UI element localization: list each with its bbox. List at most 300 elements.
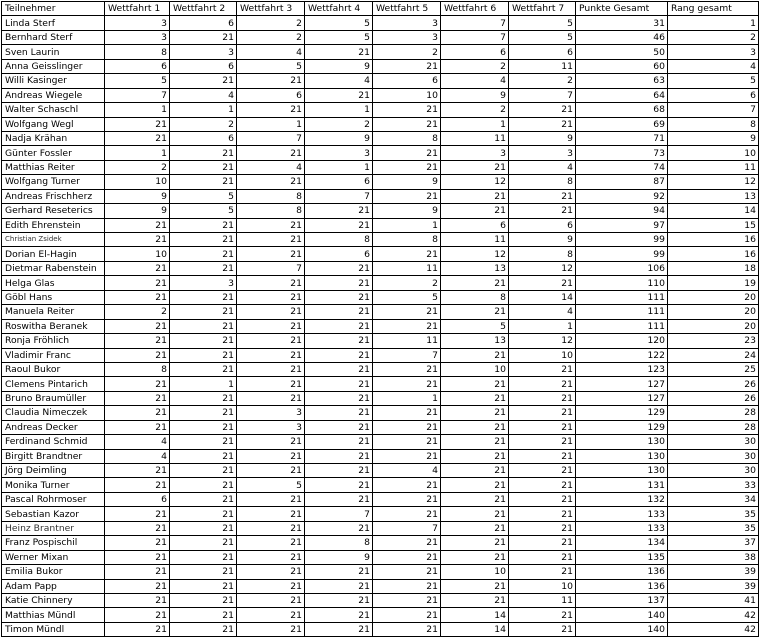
cell-race-2: 4 bbox=[170, 88, 237, 102]
column-header-race-6: Wettfahrt 6 bbox=[441, 2, 509, 16]
cell-overall-rank: 2 bbox=[668, 30, 759, 44]
cell-race-5: 2 bbox=[373, 276, 441, 290]
cell-overall-rank: 38 bbox=[668, 550, 759, 564]
cell-race-5: 8 bbox=[373, 131, 441, 145]
cell-race-1: 21 bbox=[105, 233, 170, 247]
cell-race-6: 21 bbox=[441, 492, 509, 506]
cell-total-points: 130 bbox=[576, 435, 668, 449]
cell-race-1: 7 bbox=[105, 88, 170, 102]
cell-race-4: 21 bbox=[305, 88, 373, 102]
cell-race-1: 21 bbox=[105, 608, 170, 622]
cell-race-1: 3 bbox=[105, 30, 170, 44]
cell-race-7: 10 bbox=[509, 579, 576, 593]
cell-race-6: 21 bbox=[441, 406, 509, 420]
cell-race-3: 21 bbox=[237, 377, 305, 391]
table-row bbox=[2, 464, 759, 478]
cell-race-5: 11 bbox=[373, 261, 441, 275]
cell-overall-rank: 19 bbox=[668, 276, 759, 290]
column-header-overall-rank: Rang gesamt bbox=[668, 2, 759, 16]
cell-participant: Edith Ehrenstein bbox=[2, 218, 105, 232]
cell-participant: Pascal Rohrmoser bbox=[2, 492, 105, 506]
table-row bbox=[2, 146, 759, 160]
cell-race-6: 21 bbox=[441, 204, 509, 218]
cell-race-6: 12 bbox=[441, 247, 509, 261]
table-row bbox=[2, 189, 759, 203]
cell-overall-rank: 20 bbox=[668, 290, 759, 304]
cell-race-5: 21 bbox=[373, 550, 441, 564]
cell-race-4: 21 bbox=[305, 464, 373, 478]
cell-race-6: 21 bbox=[441, 536, 509, 550]
cell-race-7: 1 bbox=[509, 319, 576, 333]
column-header-race-3: Wettfahrt 3 bbox=[237, 2, 305, 16]
cell-race-4: 6 bbox=[305, 247, 373, 261]
cell-race-2: 5 bbox=[170, 189, 237, 203]
cell-race-3: 7 bbox=[237, 131, 305, 145]
cell-race-4: 5 bbox=[305, 30, 373, 44]
cell-race-7: 11 bbox=[509, 59, 576, 73]
cell-race-4: 21 bbox=[305, 593, 373, 607]
cell-total-points: 99 bbox=[576, 247, 668, 261]
cell-race-4: 21 bbox=[305, 348, 373, 362]
cell-race-5: 21 bbox=[373, 593, 441, 607]
cell-race-1: 9 bbox=[105, 204, 170, 218]
cell-race-6: 7 bbox=[441, 30, 509, 44]
cell-participant: Helga Glas bbox=[2, 276, 105, 290]
cell-total-points: 123 bbox=[576, 362, 668, 376]
cell-race-7: 21 bbox=[509, 377, 576, 391]
cell-race-2: 21 bbox=[170, 492, 237, 506]
cell-race-6: 7 bbox=[441, 16, 509, 30]
cell-race-4: 21 bbox=[305, 362, 373, 376]
cell-race-4: 21 bbox=[305, 290, 373, 304]
cell-total-points: 87 bbox=[576, 175, 668, 189]
cell-total-points: 127 bbox=[576, 377, 668, 391]
cell-race-3: 21 bbox=[237, 146, 305, 160]
cell-race-2: 21 bbox=[170, 233, 237, 247]
cell-participant: Andreas Frischherz bbox=[2, 189, 105, 203]
cell-race-2: 21 bbox=[170, 536, 237, 550]
cell-race-3: 21 bbox=[237, 579, 305, 593]
cell-race-3: 8 bbox=[237, 204, 305, 218]
table-row bbox=[2, 261, 759, 275]
cell-race-5: 6 bbox=[373, 74, 441, 88]
cell-race-2: 6 bbox=[170, 59, 237, 73]
cell-race-5: 1 bbox=[373, 391, 441, 405]
cell-participant: Roswitha Beranek bbox=[2, 319, 105, 333]
cell-race-5: 1 bbox=[373, 218, 441, 232]
cell-overall-rank: 41 bbox=[668, 593, 759, 607]
cell-race-4: 7 bbox=[305, 189, 373, 203]
cell-race-7: 21 bbox=[509, 550, 576, 564]
cell-race-7: 4 bbox=[509, 160, 576, 174]
cell-total-points: 122 bbox=[576, 348, 668, 362]
cell-participant: Dietmar Rabenstein bbox=[2, 261, 105, 275]
cell-participant: Wolfgang Turner bbox=[2, 175, 105, 189]
cell-race-3: 4 bbox=[237, 45, 305, 59]
cell-participant: Jörg Deimling bbox=[2, 464, 105, 478]
cell-race-6: 11 bbox=[441, 131, 509, 145]
cell-race-5: 21 bbox=[373, 507, 441, 521]
cell-race-4: 21 bbox=[305, 565, 373, 579]
table-row bbox=[2, 45, 759, 59]
table-row bbox=[2, 319, 759, 333]
cell-race-6: 21 bbox=[441, 579, 509, 593]
cell-race-3: 21 bbox=[237, 464, 305, 478]
cell-participant: Wolfgang Wegl bbox=[2, 117, 105, 131]
cell-race-2: 21 bbox=[170, 406, 237, 420]
cell-race-5: 3 bbox=[373, 16, 441, 30]
cell-race-3: 21 bbox=[237, 218, 305, 232]
cell-race-7: 6 bbox=[509, 218, 576, 232]
column-header-race-5: Wettfahrt 5 bbox=[373, 2, 441, 16]
cell-race-4: 9 bbox=[305, 131, 373, 145]
cell-overall-rank: 23 bbox=[668, 334, 759, 348]
cell-overall-rank: 16 bbox=[668, 233, 759, 247]
cell-race-2: 21 bbox=[170, 247, 237, 261]
cell-overall-rank: 30 bbox=[668, 435, 759, 449]
cell-race-4: 9 bbox=[305, 550, 373, 564]
cell-race-5: 21 bbox=[373, 319, 441, 333]
cell-total-points: 136 bbox=[576, 579, 668, 593]
cell-participant: Vladimir Franc bbox=[2, 348, 105, 362]
table-row bbox=[2, 276, 759, 290]
cell-race-7: 5 bbox=[509, 30, 576, 44]
cell-race-6: 9 bbox=[441, 88, 509, 102]
cell-race-3: 21 bbox=[237, 536, 305, 550]
cell-race-2: 21 bbox=[170, 362, 237, 376]
cell-race-3: 8 bbox=[237, 189, 305, 203]
cell-race-6: 6 bbox=[441, 45, 509, 59]
cell-race-3: 21 bbox=[237, 348, 305, 362]
cell-total-points: 130 bbox=[576, 464, 668, 478]
cell-total-points: 111 bbox=[576, 319, 668, 333]
cell-race-2: 2 bbox=[170, 117, 237, 131]
cell-race-3: 2 bbox=[237, 30, 305, 44]
cell-participant: Franz Pospischil bbox=[2, 536, 105, 550]
cell-race-6: 13 bbox=[441, 261, 509, 275]
cell-participant: Nadja Krähan bbox=[2, 131, 105, 145]
column-header-participant: Teilnehmer bbox=[2, 2, 105, 16]
table-row bbox=[2, 218, 759, 232]
cell-overall-rank: 39 bbox=[668, 579, 759, 593]
cell-participant: Monika Turner bbox=[2, 478, 105, 492]
cell-race-1: 21 bbox=[105, 261, 170, 275]
cell-race-3: 21 bbox=[237, 492, 305, 506]
cell-race-3: 21 bbox=[237, 391, 305, 405]
cell-race-5: 21 bbox=[373, 536, 441, 550]
cell-race-1: 21 bbox=[105, 406, 170, 420]
cell-race-6: 21 bbox=[441, 478, 509, 492]
cell-race-4: 3 bbox=[305, 146, 373, 160]
cell-race-7: 6 bbox=[509, 45, 576, 59]
cell-race-7: 12 bbox=[509, 334, 576, 348]
table-row bbox=[2, 30, 759, 44]
table-row bbox=[2, 579, 759, 593]
cell-race-2: 21 bbox=[170, 74, 237, 88]
cell-race-5: 21 bbox=[373, 579, 441, 593]
cell-race-6: 12 bbox=[441, 175, 509, 189]
cell-race-7: 21 bbox=[509, 435, 576, 449]
cell-race-5: 21 bbox=[373, 103, 441, 117]
cell-overall-rank: 3 bbox=[668, 45, 759, 59]
cell-race-7: 8 bbox=[509, 175, 576, 189]
cell-race-6: 13 bbox=[441, 334, 509, 348]
cell-race-3: 21 bbox=[237, 233, 305, 247]
cell-race-2: 21 bbox=[170, 348, 237, 362]
cell-total-points: 133 bbox=[576, 521, 668, 535]
cell-race-4: 2 bbox=[305, 117, 373, 131]
cell-race-5: 21 bbox=[373, 117, 441, 131]
cell-overall-rank: 16 bbox=[668, 247, 759, 261]
cell-overall-rank: 4 bbox=[668, 59, 759, 73]
cell-race-3: 21 bbox=[237, 507, 305, 521]
table-row bbox=[2, 593, 759, 607]
cell-race-4: 6 bbox=[305, 175, 373, 189]
cell-race-5: 21 bbox=[373, 565, 441, 579]
cell-race-5: 21 bbox=[373, 406, 441, 420]
table-row bbox=[2, 160, 759, 174]
cell-race-4: 21 bbox=[305, 449, 373, 463]
cell-total-points: 136 bbox=[576, 565, 668, 579]
cell-race-5: 21 bbox=[373, 492, 441, 506]
cell-race-2: 21 bbox=[170, 622, 237, 636]
cell-overall-rank: 20 bbox=[668, 319, 759, 333]
cell-race-4: 21 bbox=[305, 608, 373, 622]
cell-race-4: 21 bbox=[305, 218, 373, 232]
cell-race-1: 6 bbox=[105, 59, 170, 73]
cell-overall-rank: 28 bbox=[668, 406, 759, 420]
cell-race-7: 21 bbox=[509, 391, 576, 405]
cell-race-3: 21 bbox=[237, 276, 305, 290]
cell-race-2: 3 bbox=[170, 276, 237, 290]
cell-total-points: 63 bbox=[576, 74, 668, 88]
table-row bbox=[2, 608, 759, 622]
cell-overall-rank: 10 bbox=[668, 146, 759, 160]
results-table bbox=[1, 1, 759, 637]
cell-race-7: 21 bbox=[509, 507, 576, 521]
cell-participant: Ferdinand Schmid bbox=[2, 435, 105, 449]
cell-total-points: 129 bbox=[576, 406, 668, 420]
cell-total-points: 135 bbox=[576, 550, 668, 564]
cell-participant: Katie Chinnery bbox=[2, 593, 105, 607]
cell-race-2: 21 bbox=[170, 608, 237, 622]
cell-race-6: 1 bbox=[441, 117, 509, 131]
cell-race-2: 21 bbox=[170, 319, 237, 333]
cell-total-points: 73 bbox=[576, 146, 668, 160]
table-row bbox=[2, 449, 759, 463]
cell-race-7: 2 bbox=[509, 74, 576, 88]
table-row bbox=[2, 536, 759, 550]
cell-race-3: 21 bbox=[237, 435, 305, 449]
cell-race-5: 9 bbox=[373, 175, 441, 189]
cell-race-3: 21 bbox=[237, 290, 305, 304]
cell-participant: Gerhard Reseterics bbox=[2, 204, 105, 218]
cell-race-3: 21 bbox=[237, 334, 305, 348]
table-row bbox=[2, 521, 759, 535]
cell-race-4: 21 bbox=[305, 276, 373, 290]
cell-participant: Sven Laurin bbox=[2, 45, 105, 59]
cell-race-5: 21 bbox=[373, 146, 441, 160]
cell-race-5: 21 bbox=[373, 377, 441, 391]
column-header-race-4: Wettfahrt 4 bbox=[305, 2, 373, 16]
cell-race-6: 14 bbox=[441, 608, 509, 622]
cell-participant: Andreas Wiegele bbox=[2, 88, 105, 102]
cell-race-5: 11 bbox=[373, 334, 441, 348]
cell-race-2: 21 bbox=[170, 593, 237, 607]
cell-total-points: 132 bbox=[576, 492, 668, 506]
cell-race-2: 21 bbox=[170, 449, 237, 463]
cell-race-6: 10 bbox=[441, 565, 509, 579]
cell-race-6: 21 bbox=[441, 464, 509, 478]
cell-race-1: 21 bbox=[105, 420, 170, 434]
cell-total-points: 94 bbox=[576, 204, 668, 218]
cell-race-1: 2 bbox=[105, 305, 170, 319]
cell-overall-rank: 14 bbox=[668, 204, 759, 218]
cell-race-3: 21 bbox=[237, 608, 305, 622]
cell-race-4: 21 bbox=[305, 579, 373, 593]
cell-race-7: 9 bbox=[509, 233, 576, 247]
cell-race-1: 21 bbox=[105, 276, 170, 290]
cell-race-1: 21 bbox=[105, 218, 170, 232]
cell-race-3: 21 bbox=[237, 449, 305, 463]
cell-race-2: 5 bbox=[170, 204, 237, 218]
cell-race-6: 10 bbox=[441, 362, 509, 376]
cell-participant: Clemens Pintarich bbox=[2, 377, 105, 391]
cell-race-7: 5 bbox=[509, 16, 576, 30]
cell-participant: Sebastian Kazor bbox=[2, 507, 105, 521]
cell-race-3: 21 bbox=[237, 622, 305, 636]
cell-race-6: 14 bbox=[441, 622, 509, 636]
cell-race-5: 21 bbox=[373, 247, 441, 261]
cell-race-6: 4 bbox=[441, 74, 509, 88]
cell-overall-rank: 26 bbox=[668, 391, 759, 405]
cell-overall-rank: 26 bbox=[668, 377, 759, 391]
cell-participant: Göbl Hans bbox=[2, 290, 105, 304]
cell-race-1: 21 bbox=[105, 464, 170, 478]
cell-race-3: 21 bbox=[237, 103, 305, 117]
cell-total-points: 127 bbox=[576, 391, 668, 405]
cell-overall-rank: 9 bbox=[668, 131, 759, 145]
cell-overall-rank: 13 bbox=[668, 189, 759, 203]
cell-race-2: 21 bbox=[170, 290, 237, 304]
cell-participant: Günter Fossler bbox=[2, 146, 105, 160]
cell-race-2: 21 bbox=[170, 521, 237, 535]
table-row bbox=[2, 492, 759, 506]
cell-race-5: 21 bbox=[373, 59, 441, 73]
cell-race-7: 21 bbox=[509, 608, 576, 622]
table-row bbox=[2, 334, 759, 348]
cell-race-3: 21 bbox=[237, 593, 305, 607]
cell-race-4: 8 bbox=[305, 233, 373, 247]
cell-race-4: 21 bbox=[305, 377, 373, 391]
cell-total-points: 120 bbox=[576, 334, 668, 348]
cell-race-1: 8 bbox=[105, 45, 170, 59]
cell-overall-rank: 24 bbox=[668, 348, 759, 362]
cell-race-1: 21 bbox=[105, 478, 170, 492]
table-row bbox=[2, 290, 759, 304]
cell-race-7: 7 bbox=[509, 88, 576, 102]
cell-race-5: 9 bbox=[373, 204, 441, 218]
cell-participant: Raoul Bukor bbox=[2, 362, 105, 376]
cell-race-3: 21 bbox=[237, 319, 305, 333]
cell-race-4: 9 bbox=[305, 59, 373, 73]
cell-race-6: 21 bbox=[441, 377, 509, 391]
cell-race-1: 21 bbox=[105, 319, 170, 333]
cell-race-5: 21 bbox=[373, 305, 441, 319]
column-header-race-2: Wettfahrt 2 bbox=[170, 2, 237, 16]
cell-race-1: 9 bbox=[105, 189, 170, 203]
table-row bbox=[2, 550, 759, 564]
column-header-race-1: Wettfahrt 1 bbox=[105, 2, 170, 16]
cell-race-1: 6 bbox=[105, 492, 170, 506]
cell-race-6: 21 bbox=[441, 160, 509, 174]
cell-race-4: 4 bbox=[305, 74, 373, 88]
cell-total-points: 130 bbox=[576, 449, 668, 463]
cell-race-6: 21 bbox=[441, 391, 509, 405]
cell-participant: Bernhard Sterf bbox=[2, 30, 105, 44]
cell-total-points: 69 bbox=[576, 117, 668, 131]
table-row bbox=[2, 305, 759, 319]
cell-race-3: 21 bbox=[237, 550, 305, 564]
cell-race-7: 4 bbox=[509, 305, 576, 319]
cell-participant: Emilia Bukor bbox=[2, 565, 105, 579]
cell-participant: Walter Schaschl bbox=[2, 103, 105, 117]
cell-race-7: 10 bbox=[509, 348, 576, 362]
cell-total-points: 92 bbox=[576, 189, 668, 203]
cell-race-7: 21 bbox=[509, 362, 576, 376]
cell-total-points: 99 bbox=[576, 233, 668, 247]
cell-race-7: 3 bbox=[509, 146, 576, 160]
cell-race-1: 21 bbox=[105, 550, 170, 564]
cell-race-1: 3 bbox=[105, 16, 170, 30]
cell-race-4: 21 bbox=[305, 622, 373, 636]
cell-race-6: 6 bbox=[441, 218, 509, 232]
cell-race-6: 21 bbox=[441, 521, 509, 535]
cell-overall-rank: 8 bbox=[668, 117, 759, 131]
cell-race-1: 21 bbox=[105, 579, 170, 593]
cell-race-5: 3 bbox=[373, 30, 441, 44]
cell-participant: Ronja Fröhlich bbox=[2, 334, 105, 348]
cell-overall-rank: 7 bbox=[668, 103, 759, 117]
cell-total-points: 46 bbox=[576, 30, 668, 44]
cell-race-7: 21 bbox=[509, 204, 576, 218]
cell-race-2: 1 bbox=[170, 103, 237, 117]
table-header-row bbox=[2, 2, 759, 16]
cell-race-3: 7 bbox=[237, 261, 305, 275]
cell-race-5: 21 bbox=[373, 189, 441, 203]
cell-race-5: 7 bbox=[373, 348, 441, 362]
cell-race-5: 21 bbox=[373, 362, 441, 376]
cell-race-5: 21 bbox=[373, 435, 441, 449]
cell-overall-rank: 25 bbox=[668, 362, 759, 376]
cell-participant: Timon Mündl bbox=[2, 622, 105, 636]
cell-race-2: 21 bbox=[170, 464, 237, 478]
cell-total-points: 133 bbox=[576, 507, 668, 521]
cell-race-3: 5 bbox=[237, 478, 305, 492]
cell-overall-rank: 20 bbox=[668, 305, 759, 319]
cell-race-3: 21 bbox=[237, 74, 305, 88]
cell-race-7: 21 bbox=[509, 492, 576, 506]
cell-total-points: 129 bbox=[576, 420, 668, 434]
cell-race-1: 21 bbox=[105, 377, 170, 391]
cell-race-1: 21 bbox=[105, 334, 170, 348]
table-row bbox=[2, 406, 759, 420]
cell-race-5: 21 bbox=[373, 622, 441, 636]
cell-race-3: 1 bbox=[237, 117, 305, 131]
cell-race-7: 11 bbox=[509, 593, 576, 607]
cell-race-6: 21 bbox=[441, 449, 509, 463]
cell-total-points: 111 bbox=[576, 290, 668, 304]
